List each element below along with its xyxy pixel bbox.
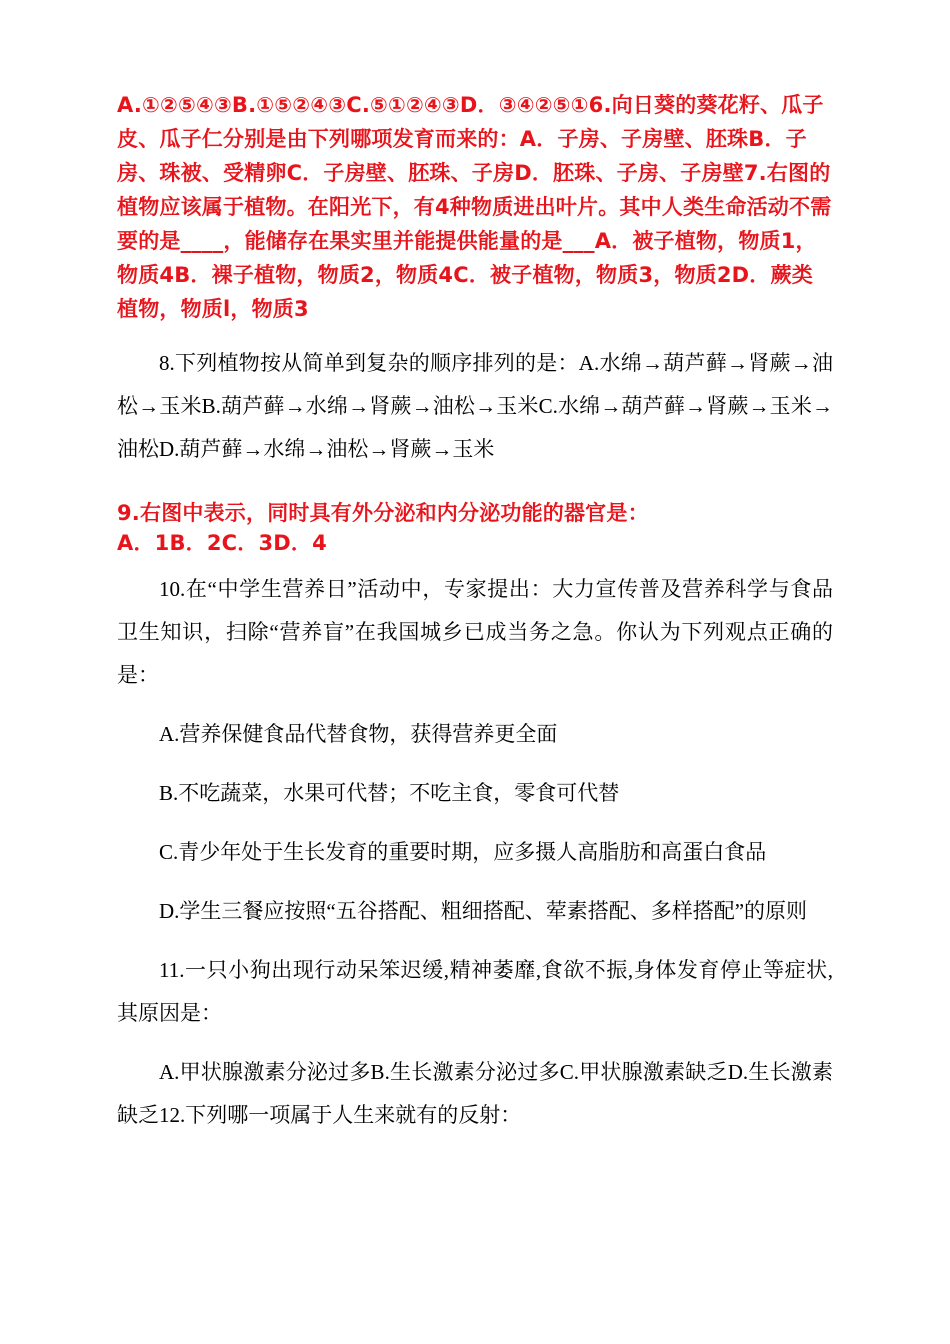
- question-10-stem: 10.在“中学生营养日”活动中，专家提出：大力宣传普及营养科学与食品卫生知识，扫除“营养盲”在我国城乡已成当务之急。你认为下列观点正确的是：: [117, 577, 833, 687]
- question-8: 8.下列植物按从简单到复杂的顺序排列的是：A.水绵→葫芦藓→肾蕨→油松→玉米B.葫芦藓→水绵→肾蕨→油松→玉米C.水绵→葫芦藓→肾蕨→玉米→油松D.葫芦藓→水绵→油松→肾蕨→玉米: [117, 351, 833, 461]
- red-question-block-5-7: A.①②⑤④③B.①⑤②④③C.⑤①②④③D．③④②⑤①6.向日葵的葵花籽、瓜子皮、瓜子仁分别是由下列哪项发育而来的：A．子房、子房壁、胚珠B．子房、珠被、受精卵C．子房壁、胚珠、子房D．胚珠、子房、子房壁7.右图的植物应该属于植物。在阳光下，有4种物质进出叶片。其中人类生命活动不需要的是____，能储存在果实里并能提供能量的是___A．被子植物，物质1，物质4B．裸子植物，物质2，物质4C．被子植物，物质3，物质2D．蕨类植物，物质l，物质3: [117, 93, 832, 321]
- question-10-option-a: A.营养保健食品代替食物，获得营养更全面: [159, 722, 558, 746]
- question-10-option-d: D.学生三餐应按照“五谷搭配、粗细搭配、荤素搭配、多样搭配”的原则: [159, 899, 808, 923]
- question-11-options-and-12: A.甲状腺激素分泌过多B.生长激素分泌过多C.甲状腺激素缺乏D.生长激素缺乏12.下列哪一项属于人生来就有的反射：: [117, 1060, 833, 1127]
- question-9-options: A．1B．2C．3D．4: [117, 531, 327, 555]
- question-9-stem: 9.右图中表示，同时具有外分泌和内分泌功能的器官是：: [117, 501, 649, 525]
- question-10-option-c: C.青少年处于生长发育的重要时期，应多摄人高脂肪和高蛋白食品: [159, 840, 767, 864]
- question-11-stem: 11.一只小狗出现行动呆笨迟缓,精神萎靡,食欲不振,身体发育停止等症状,其原因是：: [117, 958, 833, 1025]
- document-page: [117, 88, 833, 1137]
- question-10-option-b: B.不吃蔬菜，水果可代替；不吃主食，零食可代替: [159, 781, 620, 805]
